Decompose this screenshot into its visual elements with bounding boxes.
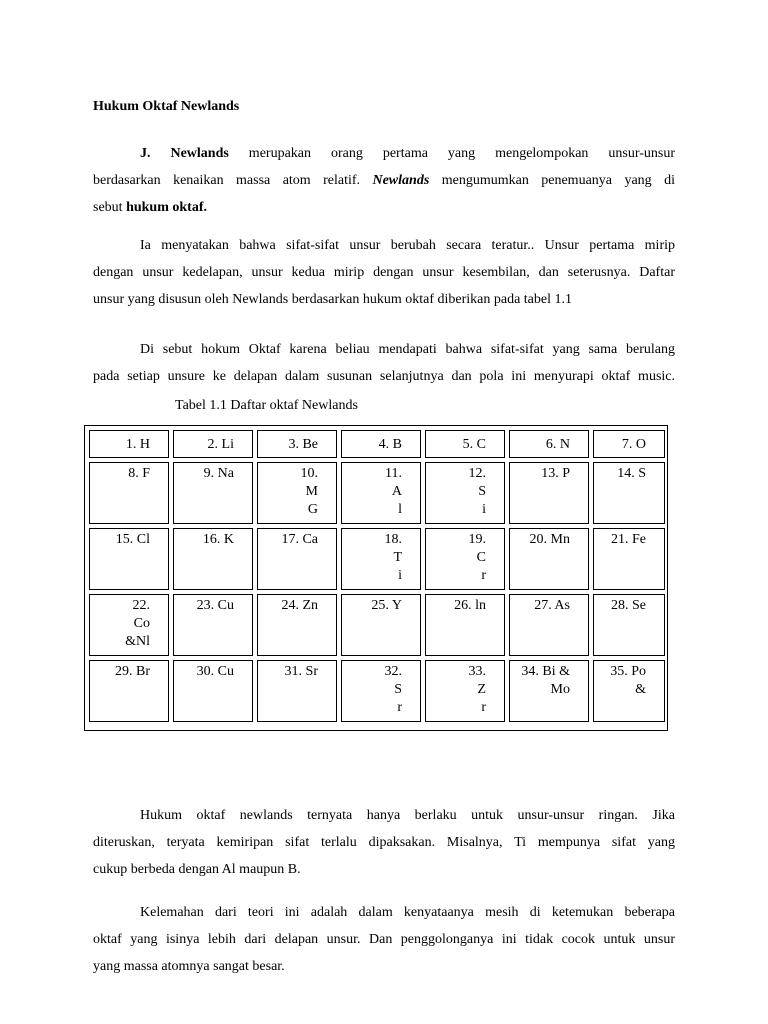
element-label: 10. M G [300, 466, 318, 517]
paragraph-weakness [93, 899, 675, 980]
element-label: 4. B [378, 437, 402, 452]
table-cell [509, 528, 589, 590]
paragraph-line: cukup berbeda dengan Al maupun B. [93, 862, 301, 877]
element-label: 14. S [617, 466, 646, 481]
paragraph-statement [93, 232, 675, 313]
table-cell [341, 430, 421, 458]
element-label: 35. Po & [610, 664, 646, 697]
table-cell [593, 660, 665, 722]
paragraph-line: unsur yang disusun oleh Newlands berdasarkan hukum oktaf diberikan pada tabel 1.1 [93, 292, 572, 307]
element-label: 24. Zn [281, 598, 318, 613]
element-label: 27. As [534, 598, 570, 613]
table-cell [425, 528, 505, 590]
table-cell [341, 594, 421, 656]
element-label: 13. P [541, 466, 570, 481]
table-cell [509, 430, 589, 458]
table-cell [89, 660, 169, 722]
element-label: 1. H [125, 437, 150, 452]
table-cell [593, 528, 665, 590]
element-label: 16. K [202, 532, 234, 547]
table-cell [425, 462, 505, 524]
element-label: 19. C r [468, 532, 486, 583]
paragraph-line: Kelemahan dari teori ini adalah dalam kenyataanya mesih di ketemukan beberapa [140, 905, 675, 920]
element-label: 28. Se [611, 598, 646, 613]
table-cell [89, 430, 169, 458]
element-label: 21. Fe [611, 532, 646, 547]
element-label: 30. Cu [196, 664, 234, 679]
table-cell [593, 430, 665, 458]
table-cell [89, 528, 169, 590]
element-label: 34. Bi & Mo [521, 664, 570, 697]
table-cell [593, 594, 665, 656]
element-label: 5. C [462, 437, 486, 452]
table-cell [173, 430, 253, 458]
table-cell [257, 660, 337, 722]
paragraph-line: oktaf yang isinya lebih dari delapan unsur. Dan penggolonganya ini tidak cocok untuk unsur [93, 932, 675, 947]
element-label: 8. F [128, 466, 150, 481]
element-label: 2. Li [207, 437, 234, 452]
element-label: 26. ln [454, 598, 486, 613]
paragraph-line: Di sebut hokum Oktaf karena beliau mendapati bahwa sifat-sifat yang sama berulang [140, 342, 675, 357]
table-cell [89, 594, 169, 656]
table-cell [593, 462, 665, 524]
table-cell [509, 594, 589, 656]
table-cell [341, 660, 421, 722]
element-label: 29. Br [115, 664, 150, 679]
table-cell [257, 594, 337, 656]
table-cell [257, 462, 337, 524]
element-label: 7. O [621, 437, 646, 452]
text-run: sebut [93, 200, 127, 215]
paragraph-octave-reason [93, 336, 675, 390]
paragraph-line: Hukum oktaf newlands ternyata hanya berlaku untuk unsur-unsur ringan. Jika [140, 808, 675, 823]
paragraph-line: dengan unsur kedelapan, unsur kedua mirip dengan unsur kesembilan, dan seterusnya. Daftar [93, 265, 675, 280]
table-cell [89, 462, 169, 524]
element-label: 20. Mn [529, 532, 570, 547]
table-cell [425, 430, 505, 458]
table-cell [341, 462, 421, 524]
paragraph-line [93, 194, 675, 221]
paragraph-newlands-intro [93, 140, 675, 221]
newlands-octave-table [84, 425, 668, 731]
paragraph-line [93, 140, 675, 167]
element-label: 33. Z r [468, 664, 486, 715]
element-label: 23. Cu [196, 598, 234, 613]
table-caption: Tabel 1.1 Daftar oktaf Newlands [175, 398, 358, 413]
text-run: merupakan orang pertama yang mengelompokan unsur-unsur [228, 146, 675, 161]
element-label: 25. Y [371, 598, 402, 613]
element-label: 17. Ca [281, 532, 318, 547]
table-cell [173, 462, 253, 524]
table-cell [425, 660, 505, 722]
element-label: 22. Co &Nl [125, 598, 150, 649]
bold-italic-name: Newlands [372, 173, 430, 188]
element-label: 11. A l [385, 466, 402, 517]
paragraph-line: pada setiap unsure ke delapan dalam susunan selanjutnya dan pola ini menyurapi oktaf music. [93, 369, 675, 384]
element-label: 9. Na [203, 466, 234, 481]
paragraph-line: diteruskan, teryata kemiripan sifat terlalu dipaksakan. Misalnya, Ti mempunya sifat yang [93, 835, 675, 850]
text-run: mengumumkan penemuanya yang di [429, 173, 675, 188]
paragraph-limitation [93, 802, 675, 883]
table-cell [509, 660, 589, 722]
bold-term: hukum oktaf. [126, 200, 207, 215]
element-label: 3. Be [288, 437, 318, 452]
bold-name: J. Newlands [140, 146, 229, 161]
paragraph-line: yang massa atomnya sangat besar. [93, 959, 285, 974]
document-title: Hukum Oktaf Newlands [93, 99, 240, 114]
table-cell [257, 528, 337, 590]
table-cell [173, 660, 253, 722]
table-cell [341, 528, 421, 590]
paragraph-line [93, 167, 675, 194]
text-run: berdasarkan kenaikan massa atom relatif. [93, 173, 373, 188]
element-label: 31. Sr [284, 664, 318, 679]
table-cell [257, 430, 337, 458]
element-label: 32. S r [384, 664, 402, 715]
element-label: 6. N [545, 437, 570, 452]
element-label: 18. T i [384, 532, 402, 583]
element-label: 12. S i [468, 466, 486, 517]
paragraph-line: Ia menyatakan bahwa sifat-sifat unsur berubah secara teratur.. Unsur pertama mirip [140, 238, 675, 253]
table-cell [425, 594, 505, 656]
table-cell [509, 462, 589, 524]
table-cell [173, 594, 253, 656]
element-label: 15. Cl [115, 532, 150, 547]
table-cell [173, 528, 253, 590]
